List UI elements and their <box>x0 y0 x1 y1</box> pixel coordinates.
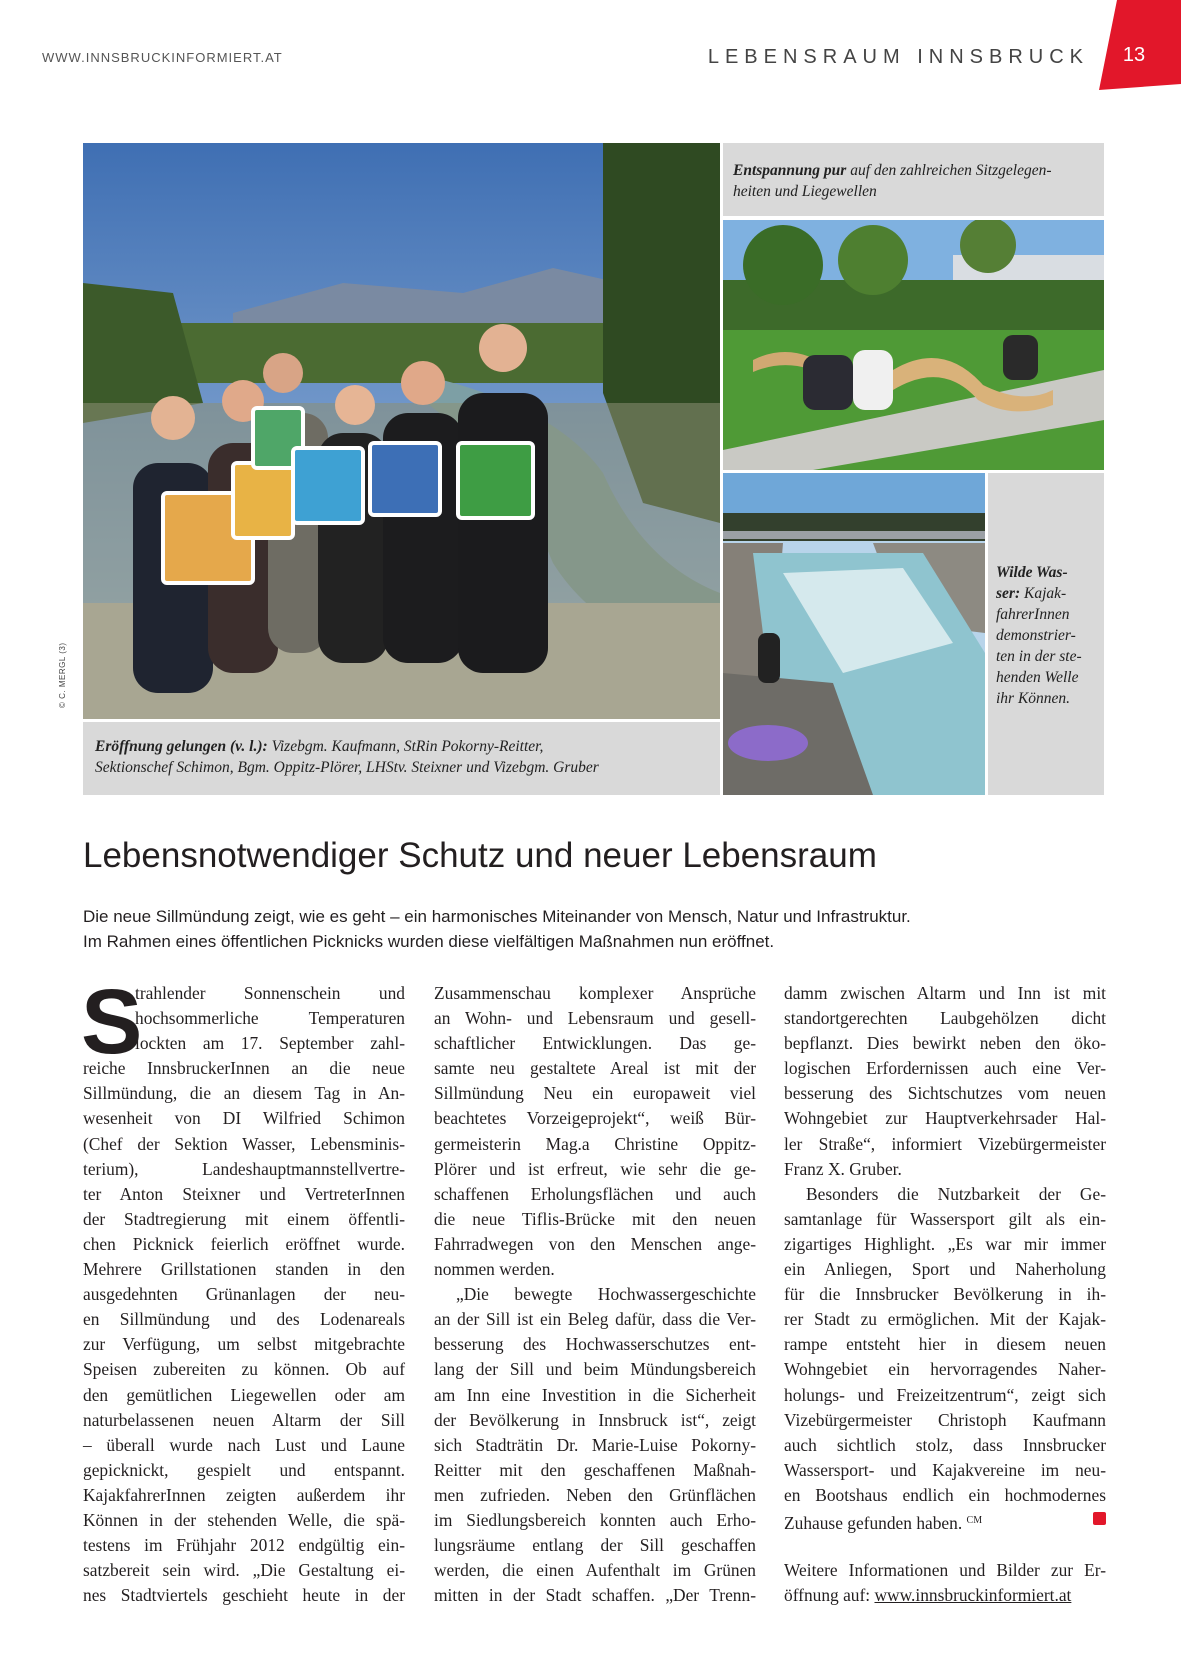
text-line: samte neu gestaltete Areal ist mit der <box>434 1058 756 1079</box>
lounge-photo <box>723 220 1104 470</box>
text-line: damm zwischen Altarm und Inn ist mit <box>784 983 1106 1003</box>
kayak-photo <box>723 473 985 795</box>
text-line: schaffenen Erholungsflächen und auch <box>434 1183 756 1204</box>
text-line: hochsommerliche Temperaturen <box>135 1008 405 1029</box>
text-line: ler Straße“, informiert Vizebürgermeister <box>784 1133 1106 1154</box>
text-line: ein Anliegen, Sport und Naherholung <box>784 1259 1106 1280</box>
text-line: Wohngebiet zur Hauptverkehrsader Hal- <box>784 1108 1106 1129</box>
text-line: auch sichtlich stolz, dass Innsbrucker <box>784 1434 1106 1455</box>
section-title: LEBENSRAUM INNSBRUCK <box>707 46 1089 68</box>
text-line <box>784 1508 1106 1533</box>
text-line: en Sillmündung und des Lodenareals <box>83 1309 405 1330</box>
text-line: terium), Landeshauptmannstellvertre- <box>83 1158 405 1179</box>
text-line: rer Stadt zu ermöglichen. Mit der Kajak- <box>784 1309 1106 1330</box>
caption-text: auf den zahlreichen Sitzgelegen- <box>846 162 1052 179</box>
article-column-3 <box>784 981 1106 1608</box>
caption-text: heiten und Liegewellen <box>733 183 877 200</box>
text-line: Können in der stehenden Welle, die spä- <box>83 1509 405 1530</box>
text-line: logischen Erfordernissen auch eine Ver- <box>784 1058 1106 1079</box>
text-line: lockten am 17. September zahl- <box>135 1033 405 1054</box>
text-line: ausgedehnten Grünanlagen der neu- <box>83 1284 405 1305</box>
text-line: nommen werden. <box>434 1259 555 1280</box>
text-line: Mehrere Grillstationen standen in den <box>83 1259 405 1280</box>
text-line: der Bevölkerung in Innsbruck ist“, zeigt <box>434 1409 756 1430</box>
text-line: chen Picknick feierlich eröffnet wurde. <box>83 1233 405 1254</box>
article-column-1 <box>81 971 405 1608</box>
text-line: Zusammenschau komplexer Ansprüche <box>434 983 756 1003</box>
text-line: Wohngebiet ein hervorragendes Naher- <box>784 1359 1106 1380</box>
text-line: schaftlicher Entwicklungen. Das ge- <box>434 1033 756 1054</box>
text-line: beachtetes Vorzeigeprojekt“, weiß Bür- <box>434 1108 756 1129</box>
caption-bold: Entspannung pur <box>733 162 847 179</box>
text-line: sich Stadträtin Dr. Marie-Luise Pokorny- <box>434 1434 756 1455</box>
text-line: nes Stadtviertels geschieht heute in der <box>83 1585 405 1606</box>
top-right-caption <box>723 143 1104 216</box>
caption-text: demonstrier- <box>996 627 1076 644</box>
text-line: „Die bewegte Hochwassergeschichte <box>456 1284 756 1305</box>
text-line: zigartiges Highlight. „Es war mir immer <box>784 1233 1106 1254</box>
caption-text: Vizebgm. Kaufmann, StRin Pokorny-Reitter, <box>267 738 544 755</box>
text-line: Fahrradwegen von den Menschen ange- <box>434 1233 756 1254</box>
caption-text: fahrerInnen <box>996 606 1070 623</box>
text-line: Wassersport- und Kajakvereine im neu- <box>784 1459 1106 1480</box>
lead-line: Die neue Sillmündung zeigt, wie es geht – ein harmonisches Miteinander von Mensch, Natur und Infrastruktur. <box>83 907 911 926</box>
text-line: trahlender Sonnenschein und <box>135 983 405 1003</box>
text-line: am Inn eine Investition in die Sicherheit <box>434 1384 756 1405</box>
text-line: die neue Tiflis-Brücke mit den neuen <box>434 1208 756 1229</box>
spacer <box>784 1533 1106 1558</box>
caption-text: henden Welle <box>996 669 1079 686</box>
more-info-prefix: öffnung auf: <box>784 1585 875 1606</box>
text-line: gepicknickt, gespielt und entspannt. <box>83 1459 405 1480</box>
more-info-line: Weitere Informationen und Bilder zur Er- <box>784 1560 1106 1581</box>
text-line-content: Zuhause gefunden haben. <box>784 1512 963 1533</box>
text-line: Reitter mit den geschaffenen Maßnah- <box>434 1459 756 1480</box>
text-line: Franz X. Gruber. <box>784 1158 902 1179</box>
text-line: an der Sill ist ein Beleg dafür, dass die Ver- <box>434 1309 756 1330</box>
caption-bold: Eröffnung gelungen (v. l.): <box>95 738 268 755</box>
text-line: lungsräume entlang der Sill geschaffen <box>434 1535 756 1556</box>
main-photo <box>83 143 720 719</box>
text-line: lang der Sill und beim Mündungsbereich <box>434 1359 756 1380</box>
text-line: für die Innsbrucker Bevölkerung in ih- <box>784 1284 1106 1305</box>
text-line: en Bootshaus endlich ein hochmodernes <box>784 1484 1106 1505</box>
text-line: zur Verfügung, um selbst mitgebrachte <box>83 1334 405 1355</box>
text-line: KajakfahrerInnen zeigten außerdem ihr <box>83 1484 405 1505</box>
caption-bold: Wilde Was- <box>996 564 1068 581</box>
text-line: besserung des Hochwasserschutzes ent- <box>434 1334 756 1355</box>
text-line: der Stadtregierung mit einem öffentli- <box>83 1208 405 1229</box>
caption-text: ten in der ste- <box>996 648 1082 665</box>
author-signature: CM <box>966 1514 983 1526</box>
text-line: – überall wurde nach Lust und Laune <box>83 1434 405 1455</box>
text-line: naturbelassenen neuen Altarm der Sill <box>83 1409 405 1430</box>
text-line: Sillmündung Neu ein europaweit viel <box>434 1083 756 1104</box>
text-line: germeisterin Mag.a Christine Oppitz- <box>434 1133 756 1154</box>
caption-text: Sektionschef Schimon, Bgm. Oppitz-Plörer, LHStv. Steixner und Vizebgm. Gruber <box>95 759 599 776</box>
text-line: reiche InnsbruckerInnen an die neue <box>83 1058 405 1079</box>
text-line: mitten in der Stadt schaffen. „Der Trenn- <box>434 1585 756 1606</box>
lead-line: Im Rahmen eines öffentlichen Picknicks wurden diese vielfältigen Maßnahmen nun eröffnet. <box>83 932 775 951</box>
text-line: Vizebürgermeister Christoph Kaufmann <box>784 1409 1106 1430</box>
text-line: besserung des Sichtschutzes vom neuen <box>784 1083 1106 1104</box>
text-line: testens im Frühjahr 2012 endgültig ein- <box>83 1535 405 1556</box>
text-line: wesenheit von DI Wilfried Schimon <box>83 1108 405 1129</box>
article-column-2 <box>434 981 756 1608</box>
text-line: den gemütlichen Liegewellen oder am <box>83 1384 405 1405</box>
text-line: Speisen zubereiten zu können. Ob auf <box>83 1359 405 1380</box>
text-line: men zufrieden. Neben den Grünflächen <box>434 1484 756 1505</box>
text-line: werden, die einen Aufenthalt im Grünen <box>434 1560 756 1581</box>
drop-cap: S <box>81 971 143 1073</box>
text-line: an Wohn- und Lebensraum und gesell- <box>434 1008 756 1029</box>
text-line: ter Anton Steixner und VertreterInnen <box>83 1183 405 1204</box>
article-end-marker <box>1093 1512 1106 1525</box>
text-line: rampe entsteht hier in diesem neuen <box>784 1334 1106 1355</box>
text-line: im Siedlungsbereich konnten auch Erho- <box>434 1509 756 1530</box>
more-info-link[interactable]: www.innsbruckinformiert.at <box>874 1585 1072 1606</box>
text-line: Plörer und ist erfreut, wie sehr die ge- <box>434 1158 756 1179</box>
website-url: WWW.INNSBRUCKINFORMIERT.AT <box>42 50 283 65</box>
text-line: holungs- und Freizeitzentrum“, zeigt sich <box>784 1384 1106 1405</box>
caption-text: ihr Können. <box>996 690 1071 707</box>
text-line: Sillmündung, die an diesem Tag in An- <box>83 1083 405 1104</box>
more-info-line <box>784 1583 1106 1608</box>
bottom-right-caption <box>988 473 1104 795</box>
text-line: samtanlage für Wassersport gilt als ein- <box>784 1208 1106 1229</box>
text-line: satzbereit sein wird. „Die Gestaltung ei- <box>83 1560 405 1581</box>
article-lead <box>83 904 1103 954</box>
text-line: standortgerechten Laubgehölzen dicht <box>784 1008 1106 1029</box>
caption-text: Kajak- <box>1020 585 1067 602</box>
photo-credit: © C. MERGL (3) <box>58 642 67 708</box>
text-line: (Chef der Sektion Wasser, Lebensminis- <box>83 1133 405 1154</box>
main-photo-caption <box>83 722 720 795</box>
text-line: bepflanzt. Dies bewirkt neben den öko- <box>784 1033 1106 1054</box>
page-number: 13 <box>1122 44 1146 66</box>
article-title: Lebensnotwendiger Schutz und neuer Lebensraum <box>83 836 877 875</box>
caption-bold: ser: <box>996 585 1021 602</box>
text-line: Besonders die Nutzbarkeit der Ge- <box>806 1183 1106 1204</box>
